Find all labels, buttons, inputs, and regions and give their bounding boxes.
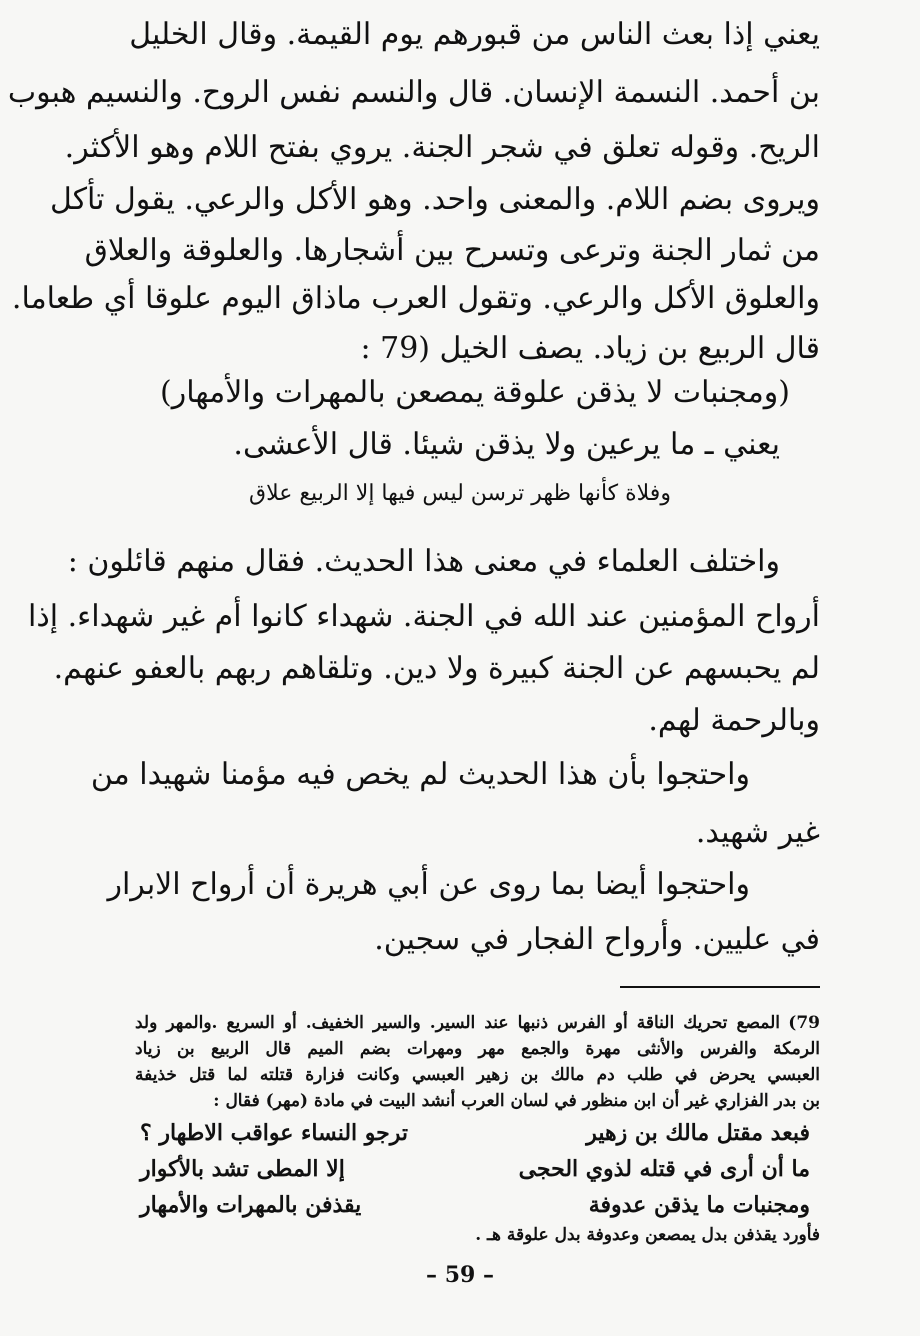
footnote-number: 79) xyxy=(788,1013,820,1033)
footnote-verse-left: إلا المطى تشد بالأكوار xyxy=(140,1156,345,1182)
footnote-verse-left: يقذفن بالمهرات والأمهار xyxy=(140,1192,362,1218)
page-number: – 59 – xyxy=(426,1262,494,1288)
body-line: وبالرحمة لهم. xyxy=(648,703,820,738)
footnote-verse-right: فبعد مقتل مالك بن زهير xyxy=(586,1120,810,1146)
body-line: لم يحبسهم عن الجنة كبيرة ولا دين. وتلقاهم ربهم بالعفو عنهم. xyxy=(53,651,820,686)
body-line: أرواح المؤمنين عند الله في الجنة. شهداء كانوا أم غير شهداء. إذا xyxy=(28,599,820,634)
verse-gloss: يعني ـ ما يرعين ولا يذقن شيئا. قال الأعشى. xyxy=(233,427,780,462)
body-line: والعلوق الأكل والرعي. وتقول العرب ماذاق اليوم علوقا أي طعاما. xyxy=(11,281,820,316)
footnote-line: العبسي يحرض في طلب دم مالك بن زهير العبسي وكانت فزارة قتلته لما قتل خذيفة xyxy=(135,1065,820,1085)
body-line: غير شهيد. xyxy=(695,815,820,850)
body-line: في عليين. وأرواح الفجار في سجين. xyxy=(374,922,820,957)
body-line: بن أحمد. النسمة الإنسان. قال والنسم نفس الروح. والنسيم هبوب xyxy=(7,75,820,110)
body-line: قال الربيع بن زياد. يصف الخيل (79 : xyxy=(360,331,820,366)
footnote-verse-right: ومجنبات ما يذقن عدوفة xyxy=(588,1192,810,1218)
footnote-verse-right: ما أن أرى في قتله لذوي الحجى xyxy=(518,1156,810,1182)
verse-line: وفلاة كأنها ظهر ترسن ليس فيها إلا الربيع علاق xyxy=(249,481,671,506)
footnote-separator xyxy=(620,986,820,988)
footnote-verse-left: ترجو النساء عواقب الاطهار ؟ xyxy=(140,1120,409,1146)
footnote-line: الرمكة والفرس والأنثى مهرة والجمع مهر ومهرات بضم الميم قال الربيع بن زياد xyxy=(135,1039,820,1059)
footnote-closing: فأورد يقذفن بدل يمصعن وعدوفة بدل علوقة هـ . xyxy=(475,1225,820,1245)
footnote-line: بن بدر الفزاري غير أن ابن منظور في لسان العرب أنشد البيت في مادة (مهر) فقال : xyxy=(213,1091,820,1111)
footnote-line: المصع تحريك الناقة أو الفرس ذنبها عند السير. والسير الخفيف. أو السريع .والمهر ولد xyxy=(135,1013,780,1033)
body-line: ويروى بضم اللام. والمعنى واحد. وهو الأكل والرعي. يقول تأكل xyxy=(49,182,820,217)
body-line: يعني إذا بعث الناس من قبورهم يوم القيمة. وقال الخليل xyxy=(129,17,820,52)
body-line: واحتجوا أيضا بما روى عن أبي هريرة أن أرواح الابرار xyxy=(107,867,750,902)
body-line: الريح. وقوله تعلق في شجر الجنة. يروي بفتح اللام وهو الأكثر. xyxy=(64,130,820,165)
body-line: واختلف العلماء في معنى هذا الحديث. فقال منهم قائلون : xyxy=(67,544,780,579)
verse-hemistich-left: يمصعن بالمهرات والأمهار) xyxy=(160,375,485,410)
verse-hemistich-right: (ومجنبات لا يذقن علوقة xyxy=(492,375,790,410)
body-line: واحتجوا بأن هذا الحديث لم يخص فيه مؤمنا شهيدا من xyxy=(90,757,750,792)
body-line: من ثمار الجنة وترعى وتسرح بين أشجارها. والعلوقة والعلاق xyxy=(84,233,820,268)
